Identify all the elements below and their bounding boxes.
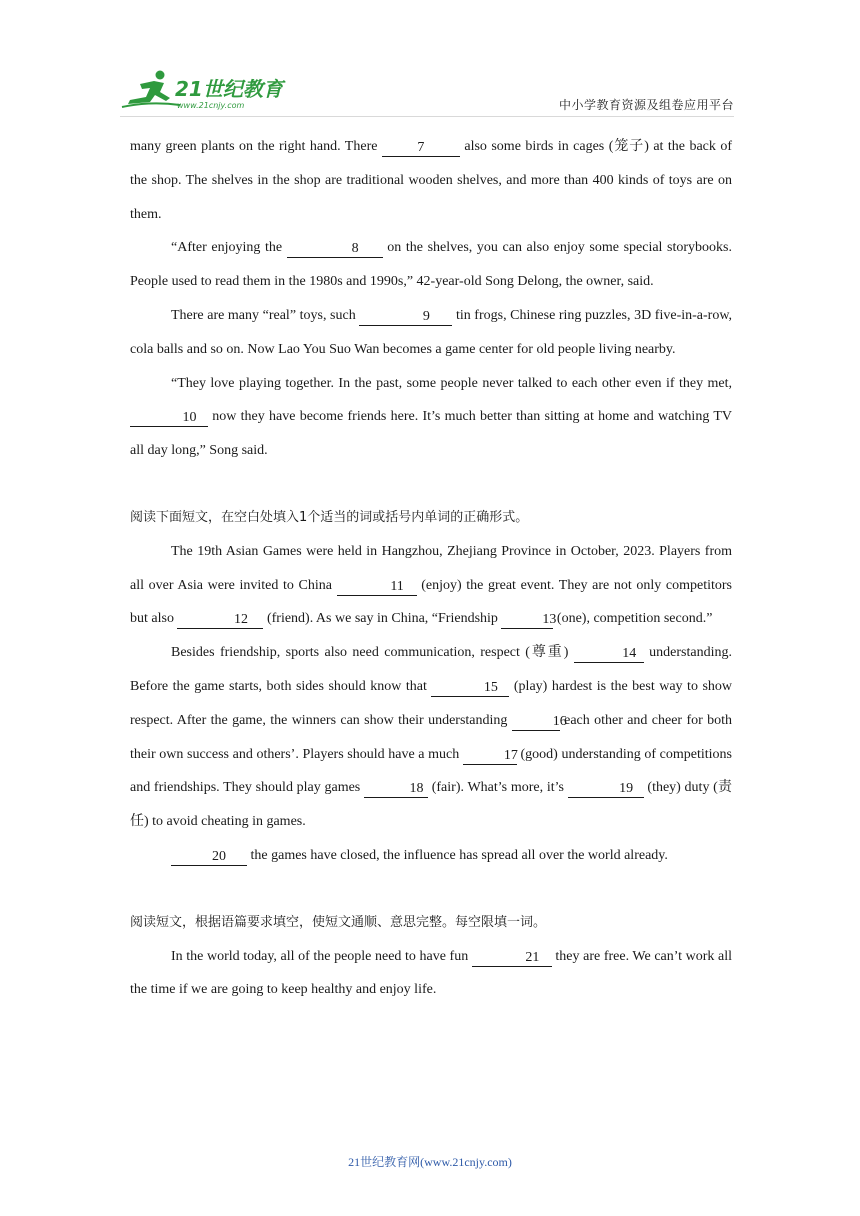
blank-14[interactable]: 14: [574, 645, 644, 663]
blank-11[interactable]: 11: [337, 578, 417, 596]
blank-19[interactable]: 19: [568, 780, 644, 798]
passage1-paragraph-3: There are many “real” toys, such 9 tin frogs, Chinese ring puzzles, 3D five-in-a-row, cola balls and so on. Now Lao You Suo Wan becomes a game center for old people living nearby.: [130, 307, 733, 357]
logo-text: 21世纪教育: [175, 77, 283, 101]
blank-18[interactable]: 18: [364, 780, 428, 798]
section2-paragraph-1: The 19th Asian Games were held in Hangzhou, Zhejiang Province in October, 2023. Players from all over Asia were invited to China 11 (enjoy) the great event. They are not only competitors but also 12 (friend). As we say in China, “Friendship 13 (one), competition second.”: [130, 543, 732, 628]
blank-10[interactable]: 10: [130, 409, 208, 427]
section2-paragraph-3: 20 the games have closed, the influence has spread all over the world already.: [130, 839, 732, 873]
passage1-paragraph-1: many green plants on the right hand. There 7 also some birds in cages (笼子) at the back of the shop. The shelves in the shop are traditional wooden shelves, and more than 400 kinds of toys are on them.: [130, 139, 732, 222]
runner-icon: [122, 71, 180, 108]
blank-17[interactable]: 17: [463, 747, 517, 765]
section3-instruction: 阅读短文，根据语篇要求填空，使短文通顺、意思完整。每空限填一词。: [130, 914, 547, 930]
blank-12[interactable]: 12: [177, 611, 263, 629]
logo-21cnjy: [120, 66, 295, 112]
blank-20[interactable]: 20: [171, 848, 247, 866]
passage1-paragraph-4: “They love playing together. In the past, some people never talked to each other even if they met, 10 now they have become friends here. It’s much better than sitting at home and watching TV all day long,” Song said.: [130, 375, 732, 459]
logo-url: www.21cnjy.com: [177, 101, 245, 110]
section2-paragraph-2: Besides friendship, sports also need communication, respect (尊重) 14 understanding. Before the game starts, both sides should know that 15 (play) hardest is the best way to show respect. After the game, the winners can show their understanding 16 each other and cheer for both their own success and others’. Players should have a much 17 (good) understanding of competitions and friendships. They should play games 18 (fair). What’s more, it’s 19 (they) duty (责任) to avoid cheating in games.: [130, 645, 733, 830]
section3-paragraph-1: In the world today, all of the people need to have fun 21 they are free. We can’t work all the time if we are going to keep healthy and enjoy life.: [130, 948, 733, 998]
platform-name: 中小学教育资源及组卷应用平台: [558, 98, 734, 112]
page-footer: 21世纪教育网(www.21cnjy.com): [348, 1155, 512, 1169]
blank-7[interactable]: 7: [382, 139, 460, 157]
blank-9[interactable]: 9: [359, 308, 452, 326]
section2-instruction: 阅读下面短文，在空白处填入1个适当的词或括号内单词的正确形式。: [130, 509, 529, 525]
header-divider: [120, 116, 734, 117]
blank-13[interactable]: 13: [501, 611, 553, 629]
page-header: [120, 66, 734, 112]
blank-16[interactable]: 16: [512, 713, 560, 731]
passage1-paragraph-2: “After enjoying the 8 on the shelves, you can also enjoy some special storybooks. People used to read them in the 1980s and 1990s,” 42-year-old Song Delong, the owner, said.: [130, 240, 732, 290]
blank-8[interactable]: 8: [287, 240, 383, 258]
blank-15[interactable]: 15: [431, 679, 509, 697]
blank-21[interactable]: 21: [472, 949, 552, 967]
document-body: [130, 130, 732, 1007]
